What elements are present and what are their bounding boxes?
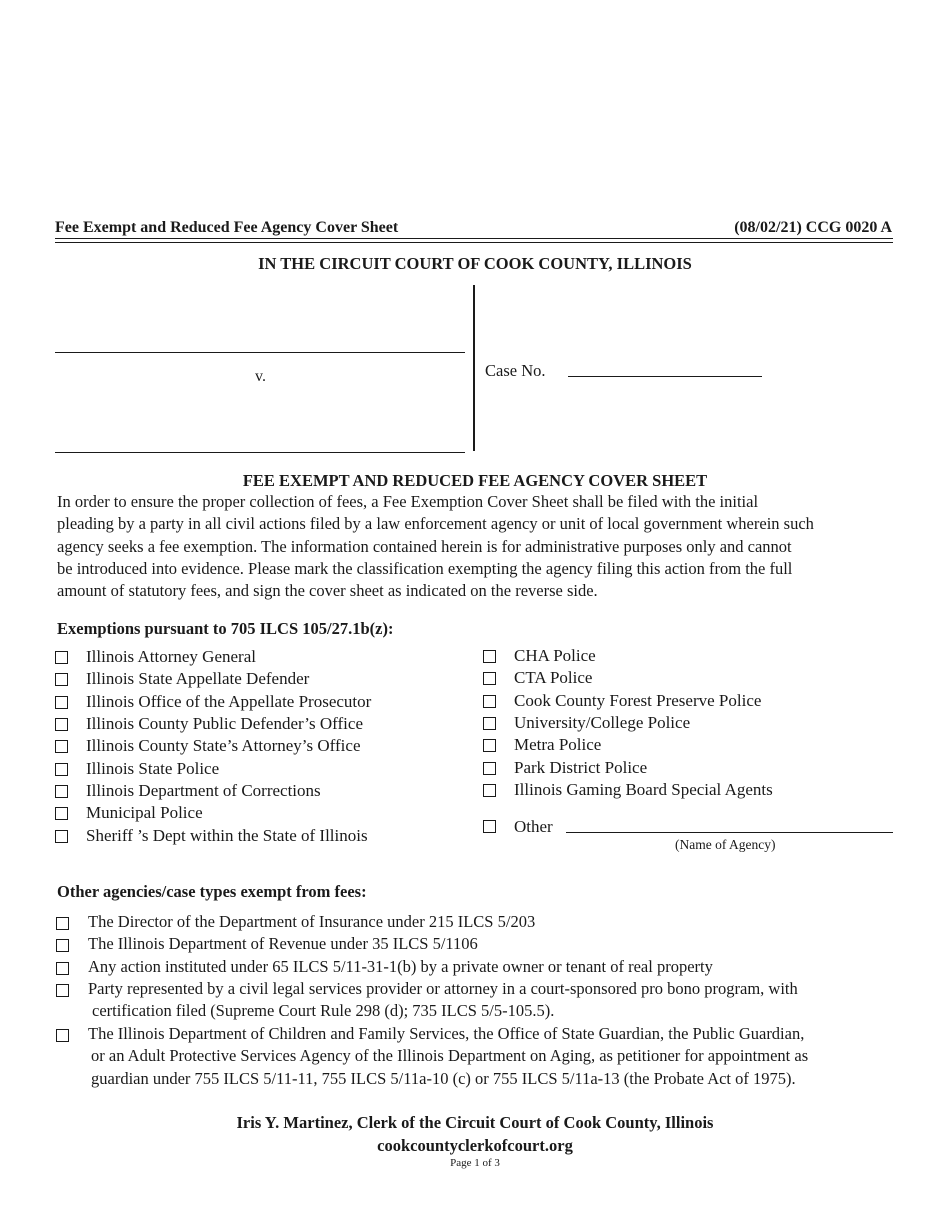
item-line: Any action instituted under 65 ILCS 5/11-31-1(b) by a private owner or tenant of real property [88, 957, 713, 976]
checkbox[interactable] [483, 784, 496, 797]
header-rule-top [55, 238, 893, 239]
checkbox[interactable] [483, 762, 496, 775]
item-line: The Illinois Department of Revenue under 35 ILCS 5/1106 [88, 934, 478, 953]
case-number-field[interactable] [568, 376, 762, 377]
checkbox[interactable] [56, 962, 69, 975]
other-agency-item [88, 1023, 808, 1090]
intro-paragraph [57, 491, 897, 602]
other-agency-item [88, 911, 535, 933]
checkbox[interactable] [483, 695, 496, 708]
plaintiff-line[interactable] [55, 352, 465, 353]
item-line: Party represented by a civil legal services provider or attorney in a court-sponsored pro bono program, with [88, 979, 798, 998]
form-code: (08/02/21) CCG 0020 A [734, 219, 892, 236]
checkbox[interactable] [55, 673, 68, 686]
intro-line: pleading by a party in all civil actions filed by a law enforcement agency or unit of local government wherein such [57, 514, 814, 534]
exemption-label: Illinois Department of Corrections [86, 781, 321, 800]
exemption-label: Park District Police [514, 758, 648, 777]
item-line: The Director of the Department of Insurance under 215 ILCS 5/203 [88, 912, 536, 931]
intro-line: In order to ensure the proper collection of fees, a Fee Exemption Cover Sheet shall be filed with the initial [57, 492, 759, 511]
other-agency-item [88, 956, 713, 978]
clerk-website: cookcountyclerkofcourt.org [377, 1136, 573, 1155]
other-agency-item [88, 978, 798, 1023]
checkbox[interactable] [483, 672, 496, 685]
item-line: or an Adult Protective Services Agency of the Illinois Department on Aging, as petitioner for appointment as [91, 1046, 809, 1066]
other-agencies-heading: Other agencies/case types exempt from fees: [57, 882, 367, 901]
checkbox[interactable] [55, 763, 68, 776]
exemption-label: Illinois State Appellate Defender [86, 669, 310, 688]
item-line: guardian under 755 ILCS 5/11-11, 755 ILCS 5/11a-10 (c) or 755 ILCS 5/11a-13 (the Probate Act of 1975). [91, 1068, 796, 1088]
other-agency-caption: (Name of Agency) [675, 837, 776, 852]
exemption-label: Sheriff ’s Dept within the State of Illinois [86, 826, 368, 845]
page-number: Page 1 of 3 [450, 1157, 500, 1169]
exemption-label: Illinois Attorney General [86, 647, 256, 666]
court-name: IN THE CIRCUIT COURT OF COOK COUNTY, ILLINOIS [258, 254, 692, 273]
checkbox[interactable] [56, 917, 69, 930]
clerk-name: Iris Y. Martinez, Clerk of the Circuit Court of Cook County, Illinois [236, 1113, 714, 1132]
other-label: Other [514, 817, 553, 836]
item-line: The Illinois Department of Children and Family Services, the Office of State Guardian, the Public Guardian, [88, 1024, 805, 1043]
versus-label: v. [255, 368, 266, 385]
checkbox[interactable] [55, 651, 68, 664]
checkbox[interactable] [56, 984, 69, 997]
checkbox[interactable] [55, 807, 68, 820]
intro-line: be introduced into evidence. Please mark the classification exempting the agency filing this action from the full [57, 558, 793, 578]
section-title: FEE EXEMPT AND REDUCED FEE AGENCY COVER SHEET [242, 471, 708, 490]
exemption-label: CHA Police [514, 646, 596, 665]
checkbox[interactable] [55, 718, 68, 731]
checkbox[interactable] [55, 740, 68, 753]
intro-line: amount of statutory fees, and sign the cover sheet as indicated on the reverse side. [57, 581, 598, 601]
exemption-label: Metra Police [514, 735, 602, 754]
exemptions-heading: Exemptions pursuant to 705 ILCS 105/27.1b(z): [57, 619, 394, 638]
checkbox[interactable] [56, 939, 69, 952]
other-agency-field[interactable] [566, 832, 893, 833]
exemption-label: Municipal Police [86, 803, 203, 822]
checkbox[interactable] [56, 1029, 69, 1042]
form-title: Fee Exempt and Reduced Fee Agency Cover Sheet [55, 219, 399, 236]
checkbox[interactable] [483, 650, 496, 663]
exemption-label: Illinois County State’s Attorney’s Office [86, 736, 361, 755]
item-line: certification filed (Supreme Court Rule 298 (d); 735 ILCS 5/5-105.5). [92, 1001, 555, 1021]
exemption-label: Illinois County Public Defender’s Office [86, 714, 363, 733]
checkbox[interactable] [483, 717, 496, 730]
exemption-label: Cook County Forest Preserve Police [514, 691, 762, 710]
exemption-label: Illinois Office of the Appellate Prosecutor [86, 692, 372, 711]
header-rule-bottom [55, 242, 893, 243]
checkbox[interactable] [483, 739, 496, 752]
exemption-label: Illinois State Police [86, 759, 220, 778]
exemption-label: University/College Police [514, 713, 691, 732]
intro-line: agency seeks a fee exemption. The information contained herein is for administrative purposes only and cannot [57, 536, 792, 556]
checkbox[interactable] [55, 830, 68, 843]
exemption-label: Illinois Gaming Board Special Agents [514, 780, 773, 799]
checkbox[interactable] [55, 696, 68, 709]
defendant-line[interactable] [55, 452, 465, 453]
case-number-label: Case No. [485, 361, 546, 380]
exemption-label: CTA Police [514, 668, 593, 687]
checkbox[interactable] [483, 820, 496, 833]
other-agency-item [88, 933, 478, 955]
caption-divider [473, 285, 475, 451]
checkbox[interactable] [55, 785, 68, 798]
